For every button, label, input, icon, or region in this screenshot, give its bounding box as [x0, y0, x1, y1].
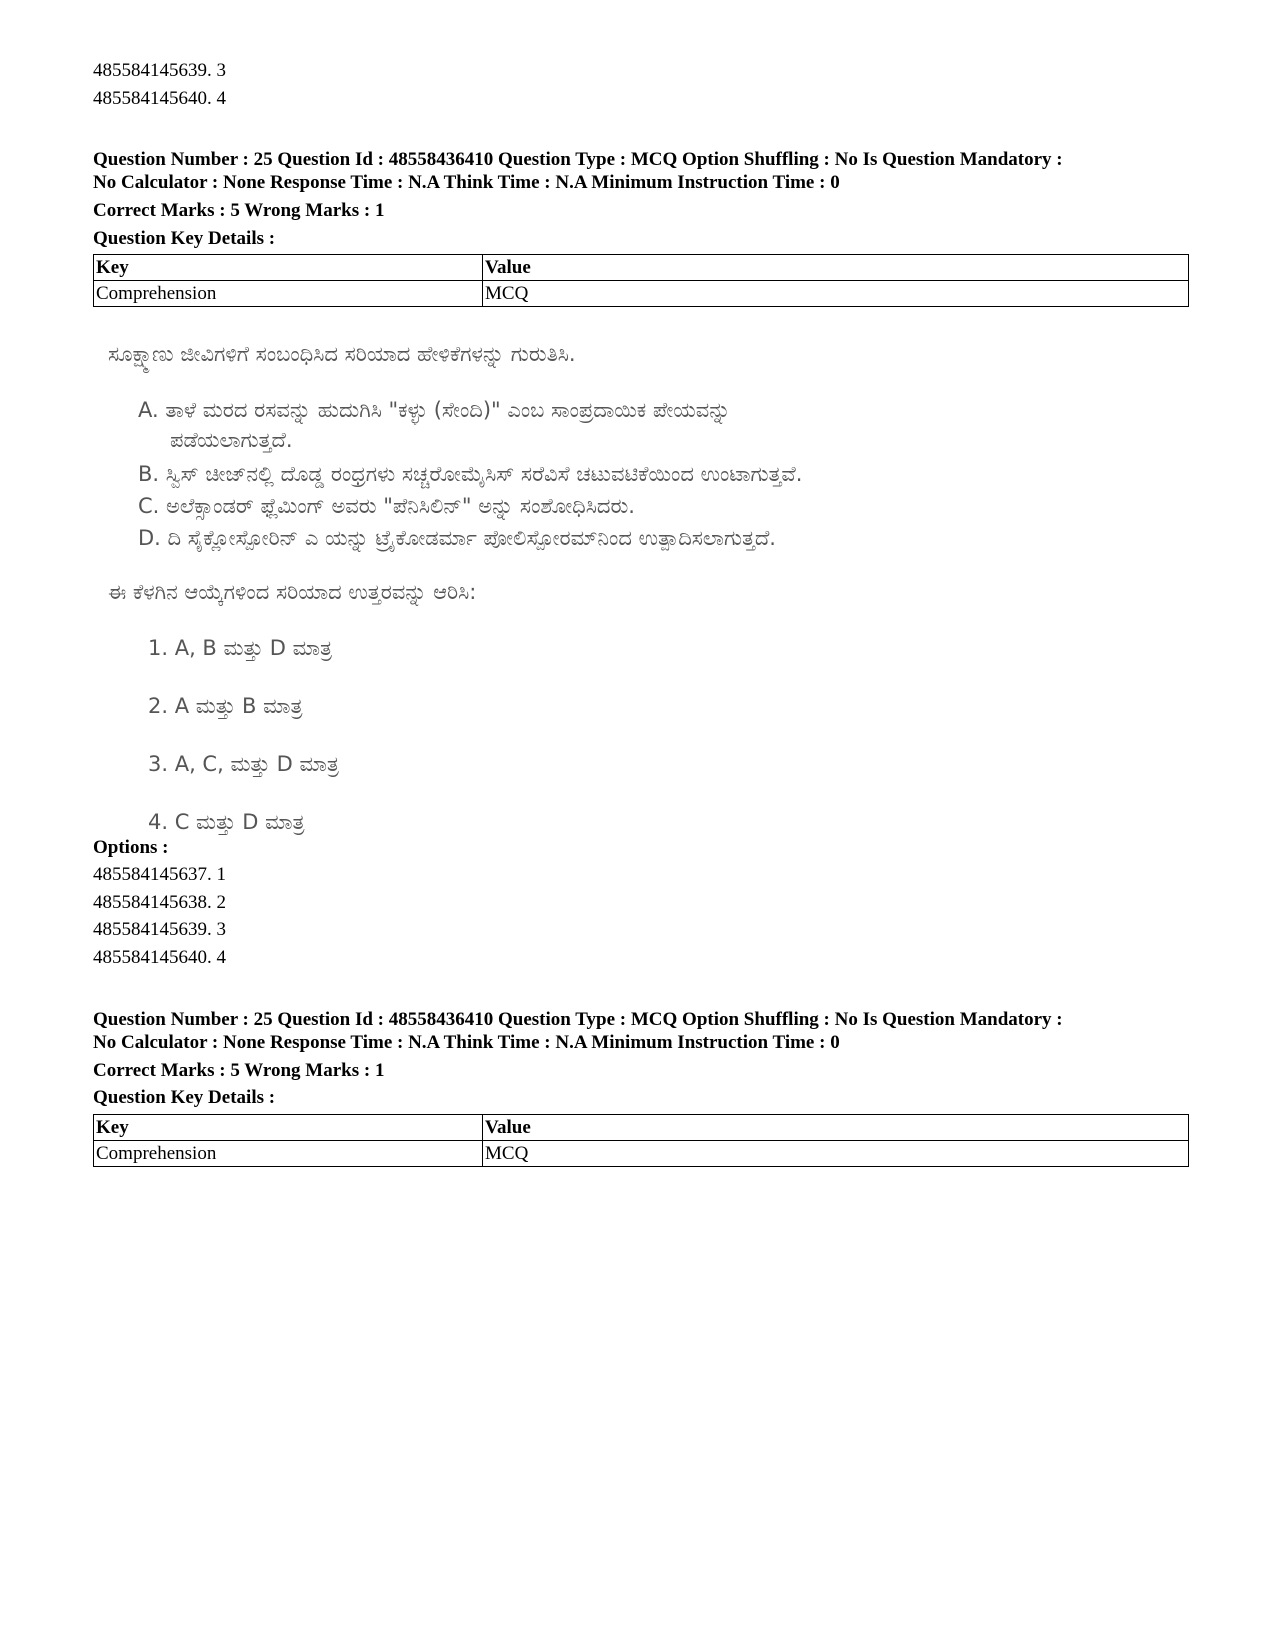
statement-c: C. ಅಲೆಕ್ಸಾಂಡರ್ ಫ್ಲೆಮಿಂಗ್ ಅವರು "ಪೆನಿಸಿಲಿನ್" ಅನ್ನು ಸಂಶೋಧಿಸಿದರು.	[138, 494, 635, 518]
question-image	[108, 340, 1168, 860]
table-header-row	[94, 1115, 1189, 1141]
table-header-row	[94, 255, 1189, 281]
question-meta-line-1: Question Number : 25 Question Id : 48558436410 Question Type : MCQ Option Shuffling : No Is Question Mandatory :	[93, 149, 1063, 170]
answer-choice-2: 2. A ಮತ್ತು B ಮಾತ್ರ	[148, 694, 303, 718]
answer-choice-4: 4. C ಮತ್ತು D ಮಾತ್ರ	[148, 810, 305, 834]
table-header-key: Key	[94, 255, 483, 281]
statement-a: A. ತಾಳೆ ಮರದ ರಸವನ್ನು ಹುದುಗಿಸಿ "ಕಳ್ಳು (ಸೇಂದಿ)" ಎಂಬ ಸಾಂಪ್ರದಾಯಿಕ ಪೇಯವನ್ನು	[138, 398, 731, 422]
option-line: 485584145639. 3	[93, 919, 226, 940]
question-instruction: ಈ ಕೆಳಗಿನ ಆಯ್ಕೆಗಳಿಂದ ಸರಿಯಾದ ಉತ್ತರವನ್ನು ಆರಿಸಿ:	[108, 580, 477, 604]
question-meta-line-2: No Calculator : None Response Time : N.A Think Time : N.A Minimum Instruction Time : 0	[93, 172, 840, 193]
answer-choice-3: 3. A, C, ಮತ್ತು D ಮಾತ್ರ	[148, 752, 339, 776]
option-line: 485584145640. 4	[93, 947, 226, 968]
question-statement: ಸೂಕ್ಷ್ಮಾಣು ಜೀವಿಗಳಿಗೆ ಸಂಬಂಧಿಸಿದ ಸರಿಯಾದ ಹೇಳಿಕೆಗಳನ್ನು ಗುರುತಿಸಿ.	[108, 342, 576, 366]
table-cell-value: MCQ	[483, 281, 1189, 307]
table-cell-value: MCQ	[483, 1141, 1189, 1167]
option-line: 485584145638. 2	[93, 892, 226, 913]
option-line: 485584145637. 1	[93, 864, 226, 885]
table-cell-key: Comprehension	[94, 1141, 483, 1167]
table-header-value: Value	[483, 1115, 1189, 1141]
key-details-table	[93, 1114, 1189, 1167]
option-line: 485584145640. 4	[93, 88, 226, 109]
table-header-key: Key	[94, 1115, 483, 1141]
table-row	[94, 281, 1189, 307]
options-heading: Options :	[93, 837, 169, 858]
key-details-heading: Question Key Details :	[93, 1087, 276, 1108]
statement-b: B. ಸ್ವಿಸ್ ಚೀಜ್‌ನಲ್ಲಿ ದೊಡ್ಡ ರಂಧ್ರಗಳು ಸಚ್ಚರೋಮೈಸಿಸ್ ಸರೆವಿಸೆ ಚಟುವಟಿಕೆಯಿಂದ ಉಂಟಾಗುತ್ತವೆ.	[138, 462, 803, 486]
key-details-heading: Question Key Details :	[93, 228, 276, 249]
answer-choice-1: 1. A, B ಮತ್ತು D ಮಾತ್ರ	[148, 636, 332, 660]
question-meta-line-2: No Calculator : None Response Time : N.A Think Time : N.A Minimum Instruction Time : 0	[93, 1032, 840, 1053]
statement-a-continued: ಪಡೆಯಲಾಗುತ್ತದೆ.	[170, 428, 293, 452]
option-line: 485584145639. 3	[93, 60, 226, 81]
table-row	[94, 1141, 1189, 1167]
marks-line: Correct Marks : 5 Wrong Marks : 1	[93, 1060, 385, 1081]
table-cell-key: Comprehension	[94, 281, 483, 307]
marks-line: Correct Marks : 5 Wrong Marks : 1	[93, 200, 385, 221]
question-meta-line-1: Question Number : 25 Question Id : 48558436410 Question Type : MCQ Option Shuffling : No Is Question Mandatory :	[93, 1009, 1063, 1030]
statement-d: D. ದಿ ಸೈಕ್ಲೋಸ್ಪೋರಿನ್ ಎ ಯನ್ನು ಟ್ರೈಕೋಡರ್ಮಾ ಪೋಲಿಸ್ಪೋರಮ್‌ನಿಂದ ಉತ್ಪಾದಿಸಲಾಗುತ್ತದೆ.	[138, 526, 776, 550]
key-details-table	[93, 254, 1189, 307]
table-header-value: Value	[483, 255, 1189, 281]
